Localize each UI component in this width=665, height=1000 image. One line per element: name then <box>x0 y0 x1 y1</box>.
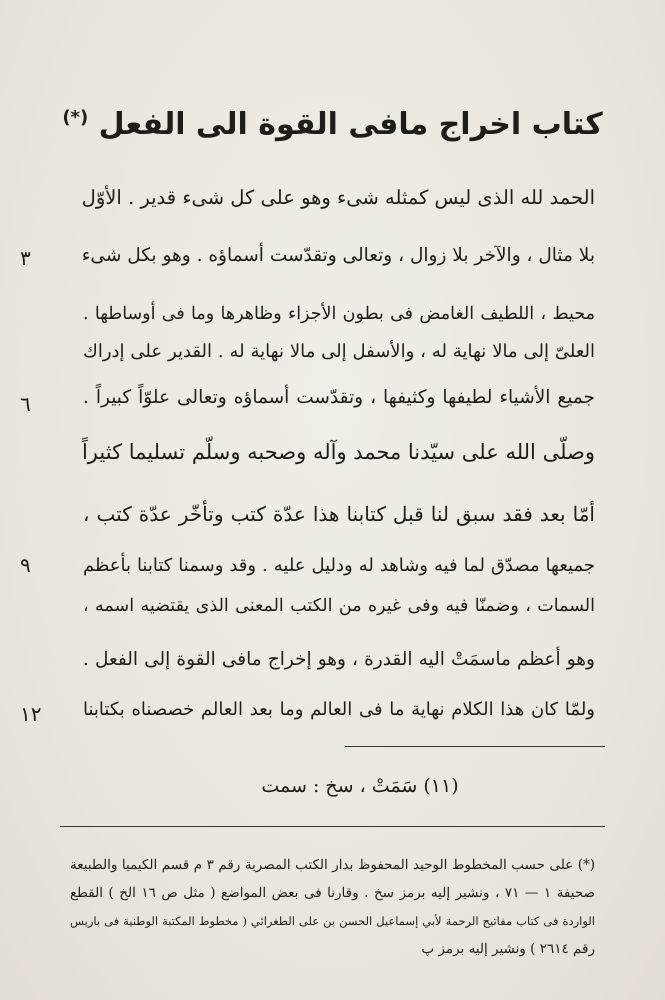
body-line: أمّا بعد فقد سبق لنا قبل كتابنا هذا عدّة كتب وتأخّر عدّة كتب ، <box>83 502 595 526</box>
body-line: الحمد لله الذى ليس كمثله شىء وهو على كل شىء قدير . الأوّل <box>81 186 595 209</box>
body-line: جميعها مصدّق لما فيه وشاهد له ودليل عليه . وقد وسمنا كتابنا بأعظم <box>83 555 595 576</box>
page-title <box>60 88 605 155</box>
body-line: وصلّى الله على سيّدنا محمد وآله وصحبه وسلّم تسليما كثيراً <box>81 440 595 464</box>
line-number: ٩ <box>20 553 31 577</box>
body-line: السمات ، وضمنّا فيه وفى غيره من الكتب المعنى الذى يقتضيه اسمه ، <box>83 596 595 616</box>
title-text: كتاب اخراج مافى القوة الى الفعل <box>98 107 603 142</box>
body-line: محيط ، اللطيف الغامض فى بطون الأجزاء وظاهرها وما فى أوساطها . <box>83 304 595 324</box>
footnote-line: الواردة فى كتاب مفاتيح الرحمة لأبي إسماعيل الحسن بن على الطغرائي ( مخطوط المكتبة الوطنية فى باريس <box>70 914 595 928</box>
footnote-line: رقم ٢٦١٤ ) ونشير إليه برمز پ <box>421 941 595 957</box>
footnote-line: (*) على حسب المخطوط الوحيد المحفوظ بدار الكتب المصرية رقم ٣ م قسم الكيميا والطبيعة <box>70 857 595 873</box>
line-number: ٦ <box>20 392 31 416</box>
title-footnote-marker: (*) <box>62 107 89 128</box>
body-line: بلا مثال ، والآخر بلا زوال ، وتعالى وتقدّست أسماؤه . وهو بكل شىء <box>81 245 595 266</box>
variant-note: (١١) سَمَتْ ، سخ : سمت <box>261 775 459 797</box>
body-line: جميع الأشياء لطيفها وكثيفها ، وتقدّست أسماؤه وتعالى علوّاً كبيراً . <box>83 387 595 408</box>
footnote-rule <box>60 826 605 827</box>
footnote-line: صحيفة ١ — ٧١ ، ونشير إليه برمز سخ . وقارنا فى بعض المواضع ( مثل ص ١٦ الخ ) القطع <box>70 885 596 901</box>
body-line: وهو أعظم ماسمَتْ اليه القدرة ، وهو إخراج مافى القوة إلى الفعل . <box>83 649 595 670</box>
line-number: ٣ <box>20 246 31 270</box>
variant-rule <box>345 746 605 747</box>
body-line: العلىّ إلى مالا نهاية له ، والأسفل إلى مالا نهاية له . القدير على إدراك <box>83 341 595 362</box>
line-number: ١٢ <box>20 702 42 726</box>
body-line: ولمّا كان هذا الكلام نهاية ما فى العالم وما بعد العالم خصصناه بكتابنا <box>83 699 595 720</box>
